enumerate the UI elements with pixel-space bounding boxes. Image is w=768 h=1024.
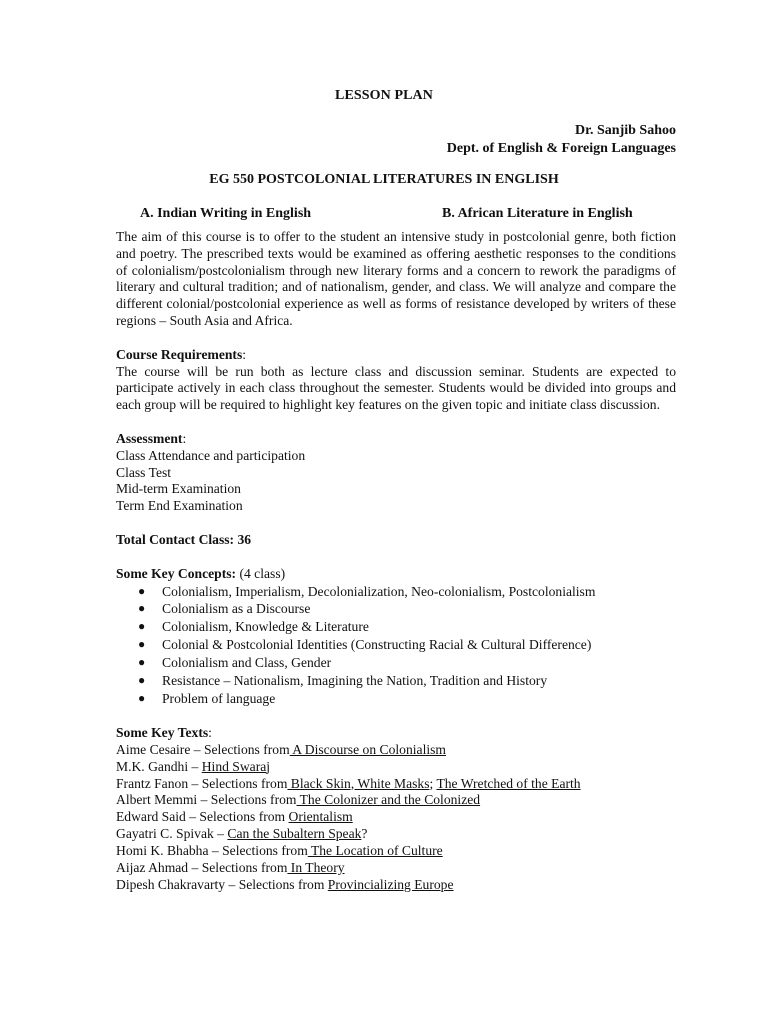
list-item — [116, 583, 676, 601]
assessment-label: Assessment — [116, 430, 183, 446]
text-suffix: ? — [361, 826, 368, 842]
assessment-list — [116, 448, 676, 515]
text-author: Albert Memmi – Selections from — [116, 792, 297, 808]
concept-text: Colonialism, Knowledge & Literature — [162, 619, 369, 635]
bullet-icon: ● — [138, 690, 146, 705]
list-item — [116, 792, 676, 809]
text-title: The Colonizer and the Colonized — [296, 792, 481, 808]
text-title-2: The Wretched of the Earth — [436, 775, 581, 791]
list-item — [116, 600, 676, 618]
bullet-icon: ● — [138, 583, 146, 598]
list-item — [116, 843, 676, 860]
assessment-item: Term End Examination — [116, 498, 243, 514]
concepts-note: (4 class) — [236, 565, 286, 581]
requirements-paragraph: The course will be run both as lecture class and discussion seminar. Students are expected to participate actively in each class throughout the semester. Students would be divided into groups and each group will be required to highlight key features on the given topic and initiate class discussion. — [116, 363, 676, 413]
assessment-colon: : — [182, 430, 187, 446]
concept-text: Colonialism, Imperialism, Decolonialization, Neo-colonialism, Postcolonialism — [162, 583, 596, 599]
list-item — [116, 654, 676, 672]
list-item — [116, 742, 676, 759]
concepts-label: Some Key Concepts: — [116, 565, 237, 581]
text-author: Aime Cesaire – Selections from — [116, 741, 290, 757]
concepts-list — [116, 583, 676, 708]
author-block — [447, 122, 676, 158]
assessment-heading — [116, 431, 676, 448]
bullet-icon: ● — [138, 673, 146, 688]
bullet-icon: ● — [138, 637, 146, 652]
document-body — [116, 229, 676, 894]
text-title: In Theory — [287, 860, 345, 876]
page-title: LESSON PLAN — [335, 88, 433, 103]
list-item — [116, 672, 676, 690]
total-contact-class: Total Contact Class: 36 — [116, 531, 252, 547]
text-author: M.K. Gandhi – — [116, 758, 202, 774]
texts-label: Some Key Texts — [116, 724, 209, 740]
text-title: Orientalism — [288, 809, 353, 825]
texts-list — [116, 742, 676, 894]
concept-text: Colonialism as a Discourse — [162, 601, 311, 617]
list-item — [116, 636, 676, 654]
concept-text: Problem of language — [162, 690, 276, 706]
assessment-item: Class Test — [116, 464, 172, 480]
list-item — [116, 877, 676, 894]
text-title: Hind Swaraj — [201, 758, 271, 774]
texts-heading — [116, 725, 676, 742]
text-title: Provincializing Europe — [327, 876, 454, 892]
text-author: Gayatri C. Spivak – — [116, 826, 228, 842]
author-name: Dr. Sanjib Sahoo — [574, 123, 676, 138]
text-title: The Location of Culture — [307, 843, 443, 859]
requirements-label: Course Requirements — [116, 346, 243, 362]
bullet-icon: ● — [138, 619, 146, 634]
text-title: A Discourse on Colonialism — [289, 741, 446, 757]
concept-text: Colonialism and Class, Gender — [162, 655, 332, 671]
list-item — [116, 759, 676, 776]
list-item — [116, 860, 676, 877]
list-item — [116, 618, 676, 636]
list-item — [116, 826, 676, 843]
section-b: B. African Literature in English — [442, 206, 633, 221]
concept-text: Resistance – Nationalism, Imagining the Nation, Tradition and History — [162, 673, 548, 689]
text-author: Edward Said – Selections from — [116, 809, 289, 825]
text-author: Aijaz Ahmad – Selections from — [116, 860, 288, 876]
assessment-item: Class Attendance and participation — [116, 447, 306, 463]
requirements-heading — [116, 347, 676, 364]
list-item — [116, 690, 676, 708]
text-separator: ; — [429, 775, 437, 791]
requirements-colon: : — [242, 346, 247, 362]
concepts-heading — [116, 566, 676, 583]
author-department: Dept. of English & Foreign Languages — [446, 141, 676, 156]
course-title: EG 550 POSTCOLONIAL LITERATURES IN ENGLISH — [209, 172, 559, 187]
text-author: Dipesh Chakravarty – Selections from — [116, 876, 328, 892]
text-author: Homi K. Bhabha – Selections from — [116, 843, 308, 859]
list-item — [116, 776, 676, 793]
text-author: Frantz Fanon – Selections from — [116, 775, 288, 791]
bullet-icon: ● — [138, 601, 146, 616]
text-title: Black Skin, White Masks — [287, 775, 430, 791]
texts-colon: : — [208, 724, 212, 740]
text-title: Can the Subaltern Speak — [227, 826, 362, 842]
list-item — [116, 809, 676, 826]
section-a: A. Indian Writing in English — [140, 206, 312, 221]
intro-paragraph: The aim of this course is to offer to the student an intensive study in postcolonial genre, both fiction and poetry. The prescribed texts would be examined as offering aesthetic responses to the conditions of colonialism/postcolonialism through new literary forms and a concern to rework the paradigms of literary and cultural tradition; and of nationalism, gender, and class. We will analyze and compare the different colonial/postcolonial experience as well as forms of resistance developed by writers of these regions – South Asia and Africa. — [116, 229, 676, 328]
concept-text: Colonial & Postcolonial Identities (Constructing Racial & Cultural Difference) — [162, 637, 592, 653]
assessment-item: Mid-term Examination — [116, 481, 241, 497]
bullet-icon: ● — [138, 655, 146, 670]
